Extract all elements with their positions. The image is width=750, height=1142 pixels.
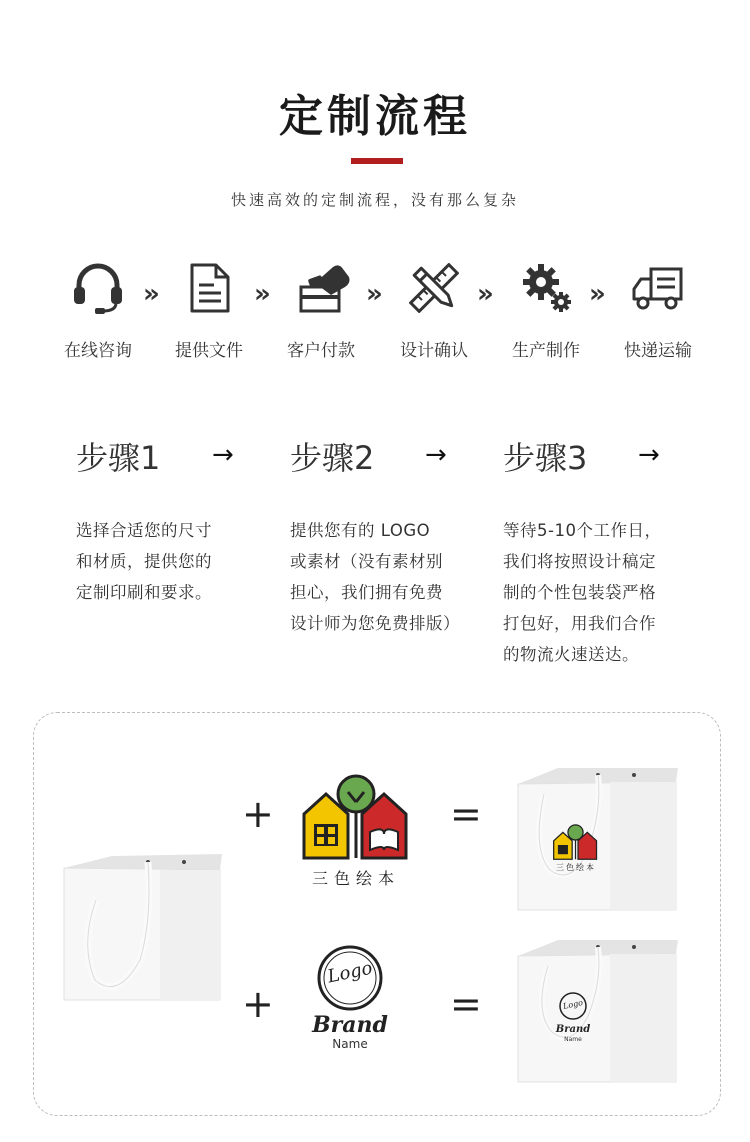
gears-icon bbox=[517, 258, 577, 318]
brand-text: Brand bbox=[312, 1012, 388, 1038]
process-step-label: 在线咨询 bbox=[64, 341, 132, 361]
delivery-truck-icon bbox=[628, 258, 688, 318]
chevron-separator: » bbox=[366, 279, 383, 309]
desc-line: 我们将按照设计稿定 bbox=[503, 552, 656, 571]
document-icon bbox=[180, 258, 240, 318]
process-step-label: 客户付款 bbox=[287, 341, 355, 361]
step-description bbox=[503, 515, 703, 670]
process-step-label: 生产制作 bbox=[512, 341, 580, 361]
result-bag-image bbox=[514, 932, 684, 1096]
arrow-right-icon: → bbox=[638, 440, 660, 470]
sanse-huiben-logo bbox=[300, 774, 412, 864]
process-step-label: 设计确认 bbox=[400, 341, 468, 361]
result-bag-image bbox=[514, 760, 684, 924]
desc-line: 选择合适您的尺寸 bbox=[76, 521, 212, 540]
arrow-right-icon: → bbox=[212, 440, 234, 470]
desc-line: 等待5-10个工作日， bbox=[503, 521, 662, 540]
desc-line: 定制印刷和要求。 bbox=[76, 583, 212, 602]
bag-brand-name: Name bbox=[564, 1036, 582, 1043]
step-title: 步骤2 bbox=[290, 439, 375, 477]
step-description bbox=[290, 515, 495, 639]
page-title: 定制流程 bbox=[279, 91, 471, 142]
step-title: 步骤1 bbox=[76, 439, 161, 477]
chevron-separator: » bbox=[477, 279, 494, 309]
chevron-separator: » bbox=[589, 279, 606, 309]
desc-line: 的物流火速送达。 bbox=[503, 645, 639, 664]
payment-icon bbox=[295, 258, 355, 318]
step-description bbox=[76, 515, 281, 608]
desc-line: 打包好，用我们合作 bbox=[503, 614, 656, 633]
arrow-right-icon: → bbox=[425, 440, 447, 470]
brand-name-text: Name bbox=[332, 1037, 368, 1051]
design-tools-icon bbox=[404, 258, 464, 318]
chevron-separator: » bbox=[254, 279, 271, 309]
chevron-separator: » bbox=[143, 279, 160, 309]
bag-logo-script: Logo bbox=[562, 998, 584, 1011]
desc-line: 提供您有的 LOGO bbox=[290, 521, 431, 540]
desc-line: 和材质，提供您的 bbox=[76, 552, 212, 571]
page-subtitle: 快速高效的定制流程，没有那么复杂 bbox=[230, 191, 519, 209]
equals-sign: = bbox=[450, 792, 482, 836]
logo-name: 三色绘本 bbox=[311, 869, 400, 888]
logo-script-text: Logo bbox=[325, 957, 375, 988]
bag-brand-text: Brand bbox=[555, 1024, 591, 1035]
headset-icon bbox=[68, 258, 128, 318]
title-underline bbox=[351, 158, 403, 164]
desc-line: 或素材（没有素材别 bbox=[290, 552, 443, 571]
bag-logo-name: 三色绘本 bbox=[556, 863, 596, 872]
desc-line: 制的个性包装袋严格 bbox=[503, 583, 656, 602]
desc-line: 设计师为您免费排版） bbox=[290, 614, 460, 633]
process-step-label: 快递运输 bbox=[624, 341, 692, 361]
plus-sign: + bbox=[242, 792, 274, 836]
process-step-label: 提供文件 bbox=[175, 341, 243, 361]
desc-line: 担心，我们拥有免费 bbox=[290, 583, 443, 602]
equals-sign: = bbox=[450, 982, 482, 1026]
plain-bag-image bbox=[60, 840, 230, 1014]
step-title: 步骤3 bbox=[503, 439, 588, 477]
plus-sign: + bbox=[242, 982, 274, 1026]
